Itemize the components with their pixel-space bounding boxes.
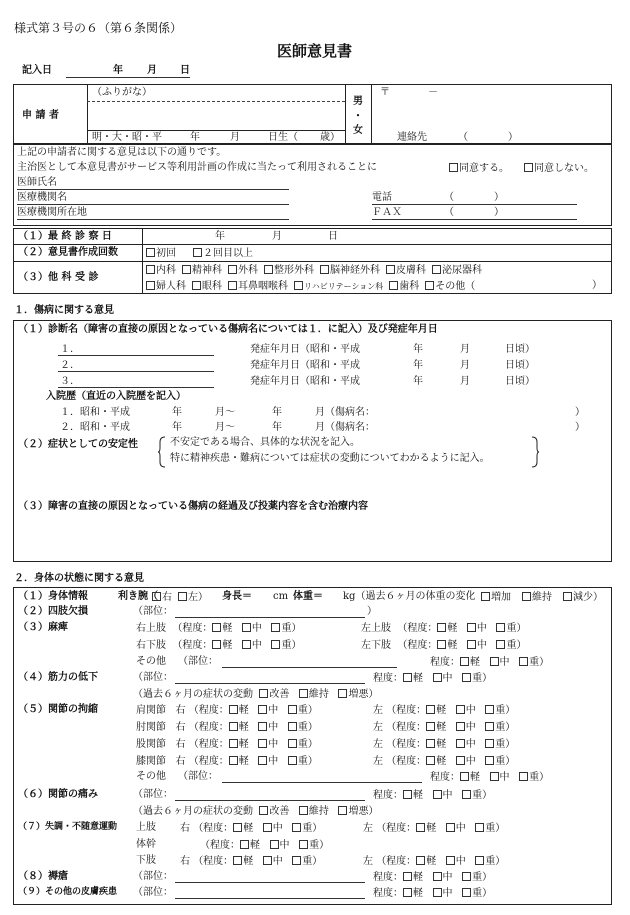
joint-row: 肘関節 右 （程度： 軽 中 重） bbox=[136, 722, 318, 733]
onset-day: 日頃） bbox=[505, 376, 535, 387]
joint-row: 股関節 右 （程度： 軽 中 重） bbox=[136, 739, 318, 750]
skin-label: （９）その他の皮膚疾患 bbox=[18, 887, 118, 897]
dept-option[interactable]: 眼科 bbox=[192, 281, 222, 292]
bedsore-degree: 程度： 軽 中 重） bbox=[373, 872, 493, 883]
body-info-label: （１）身体情報 bbox=[18, 591, 88, 602]
dept-option[interactable]: 婦人科 bbox=[146, 281, 186, 292]
adm-month: 月～ bbox=[215, 407, 235, 418]
dept-option[interactable]: 皮膚科 bbox=[386, 265, 426, 276]
onset-day: 日頃） bbox=[505, 360, 535, 371]
diag-item-no: １. bbox=[60, 344, 74, 355]
ataxia-upper-left: 左 （程度： 軽 中 重） bbox=[363, 823, 506, 834]
onset-month: 月 bbox=[460, 344, 470, 355]
postal-mark: 〒 bbox=[380, 87, 390, 98]
onset-year: 年 bbox=[413, 360, 423, 371]
sex-male[interactable]: 男 bbox=[353, 96, 363, 107]
paralysis-part-field[interactable] bbox=[222, 667, 397, 668]
dept-option[interactable]: 精神科 bbox=[182, 265, 222, 276]
paralysis-part: （部位： bbox=[178, 656, 218, 667]
onset-month: 月 bbox=[460, 360, 470, 371]
onset-row: 発症年月日（昭和・平成 bbox=[250, 360, 360, 371]
fax-label: ＦＡＸ bbox=[372, 207, 402, 218]
birth-age: 歳） bbox=[320, 132, 340, 143]
adm-year: 年 bbox=[172, 422, 182, 433]
contracture-other: その他 bbox=[136, 771, 166, 782]
ataxia-lower-right: 右 （程度： 軽 中 重） bbox=[180, 856, 323, 867]
ataxia-trunk-degree: （程度： 軽 中 重） bbox=[200, 840, 330, 851]
section1-heading: １．傷病に関する意見 bbox=[14, 305, 114, 316]
limb-loss-part: （部位： bbox=[133, 606, 173, 617]
admission-row: １．昭和・平成 bbox=[60, 407, 130, 418]
onset-row: 発症年月日（昭和・平成 bbox=[250, 376, 360, 387]
limb-loss-close: ） bbox=[367, 606, 377, 617]
institution-address-label: 医療機関所在地 bbox=[17, 207, 87, 218]
agree-option[interactable]: 同意する。 bbox=[449, 163, 509, 174]
stability-note1: 不安定である場合、具体的な状況を記入。 bbox=[170, 437, 360, 448]
dept-option[interactable]: 整形外科 bbox=[264, 265, 314, 276]
weight-decrease[interactable]: 減少） bbox=[563, 592, 603, 603]
adm-year: 年 bbox=[272, 422, 282, 433]
pain-part-field[interactable] bbox=[175, 800, 365, 801]
paralysis-row: 右上肢 （程度： 軽 中 重） bbox=[136, 623, 302, 634]
form-number: 様式第３号の６（第６条関係） bbox=[14, 21, 183, 35]
height-label: 身長＝ bbox=[222, 591, 252, 602]
second-checkbox[interactable] bbox=[193, 248, 202, 257]
weight-increase[interactable]: 増加 bbox=[481, 592, 511, 603]
joint-row: 左 （程度： 軽 中 重） bbox=[373, 705, 516, 716]
dept-option[interactable]: 泌尿器科 bbox=[432, 265, 482, 276]
opinion-line1: 上記の申請者に関する意見は以下の通りです。 bbox=[17, 147, 227, 158]
contracture-part-field[interactable] bbox=[222, 782, 422, 783]
diag-item-no: ２. bbox=[60, 360, 74, 371]
muscle-degree: 程度： 軽 中 重） bbox=[373, 673, 493, 684]
institution-name-field[interactable] bbox=[17, 204, 289, 205]
pain-part: （部位： bbox=[133, 789, 173, 800]
contracture-part: （部位： bbox=[178, 771, 218, 782]
first-option[interactable]: 初回 bbox=[146, 248, 176, 259]
limb-loss-label: （２）四肢欠損 bbox=[18, 606, 88, 617]
form-title: 医師意見書 bbox=[277, 42, 353, 60]
weight-unit: kg（過去６ヶ月の体重の変化 bbox=[343, 591, 476, 602]
contracture-label: （５）関節の拘縮 bbox=[18, 704, 98, 715]
dominant-hand-label: 利き腕（ bbox=[118, 591, 158, 602]
institution-name-label: 医療機関名 bbox=[17, 192, 67, 203]
contracture-other-degree: 程度： 軽 中 重） bbox=[430, 772, 550, 783]
dept-option[interactable]: 耳鼻咽喉科 bbox=[228, 281, 288, 292]
entry-date-label: 記入日 bbox=[22, 65, 52, 76]
adm-month: 月～ bbox=[215, 422, 235, 433]
adm-close: ） bbox=[575, 422, 585, 433]
adm-close: ） bbox=[575, 407, 585, 418]
bracket-left-icon bbox=[158, 436, 166, 468]
ataxia-lower-left: 左 （程度： 軽 中 重） bbox=[363, 856, 506, 867]
postal-dash: － bbox=[428, 87, 438, 98]
diag-field[interactable] bbox=[58, 387, 214, 388]
paralysis-row: 右下肢 （程度： 軽 中 重） bbox=[136, 640, 302, 651]
adm-year: 年 bbox=[272, 407, 282, 418]
dept-option[interactable]: リハビリテーション科 bbox=[294, 281, 383, 291]
height-unit: cm bbox=[273, 591, 289, 602]
bedsore-part-field[interactable] bbox=[175, 882, 365, 883]
diag-field[interactable] bbox=[58, 355, 214, 356]
muscle-part: （部位： bbox=[133, 672, 173, 683]
diag-item-no: ３. bbox=[60, 376, 74, 387]
adm-year: 年 bbox=[172, 407, 182, 418]
course-field[interactable] bbox=[20, 516, 605, 558]
joint-row: 肩関節 右 （程度： 軽 中 重） bbox=[136, 705, 318, 716]
bracket-right-icon bbox=[531, 436, 539, 468]
other-dept-close: ） bbox=[592, 280, 602, 291]
last-exam-month: 月 bbox=[272, 231, 282, 242]
admission-row: ２．昭和・平成 bbox=[60, 422, 130, 433]
dept-option[interactable]: 外科 bbox=[228, 265, 258, 276]
muscle-label: （４）筋力の低下 bbox=[18, 672, 98, 683]
diag-field[interactable] bbox=[58, 371, 214, 372]
other-dept-label: （３）他 科 受 診 bbox=[18, 272, 99, 283]
last-exam-label: （１）最 終 診 察 日 bbox=[18, 231, 112, 242]
stability-label: （２）症状としての安定性 bbox=[18, 439, 138, 450]
ataxia-lower: 下肢 bbox=[136, 855, 156, 866]
onset-row: 発症年月日（昭和・平成 bbox=[250, 344, 360, 355]
section2-heading: ２．身体の状態に関する意見 bbox=[14, 573, 144, 584]
joint-row: 左 （程度： 軽 中 重） bbox=[373, 722, 516, 733]
pain-change: （過去６ヶ月の症状の変動 改善 維持 増悪） bbox=[133, 806, 379, 817]
ataxia-trunk: 体幹 bbox=[136, 839, 156, 850]
ataxia-upper-right: 右 （程度： 軽 中 重） bbox=[180, 823, 323, 834]
dominant-left[interactable]: 左） bbox=[178, 592, 208, 603]
dept-option[interactable]: 内科 bbox=[146, 265, 176, 276]
paralysis-other: その他 bbox=[136, 656, 166, 667]
joint-row: 膝関節 右 （程度： 軽 中 重） bbox=[136, 756, 318, 767]
doctor-name-field[interactable] bbox=[17, 189, 289, 190]
opinion-line2: 主治医として本意見書がサービス等利用計画の作成に当たって利用されることに bbox=[17, 162, 377, 173]
fax-field[interactable]: （ ） bbox=[444, 207, 504, 218]
paralysis-label: （３）麻痺 bbox=[18, 622, 68, 633]
weight-label: 体重＝ bbox=[293, 591, 323, 602]
skin-part: （部位： bbox=[133, 887, 173, 898]
onset-year: 年 bbox=[413, 376, 423, 387]
contact-field[interactable]: （ ） bbox=[458, 132, 518, 143]
sex-female[interactable]: 女 bbox=[353, 125, 363, 136]
furigana-label: （ふりがな） bbox=[92, 87, 152, 98]
ataxia-upper: 上肢 bbox=[136, 822, 156, 833]
birth-year: 年 bbox=[190, 132, 200, 143]
dept-option[interactable]: その他（ bbox=[425, 281, 475, 292]
entry-date-field[interactable] bbox=[66, 77, 190, 78]
institution-address-field[interactable] bbox=[17, 219, 289, 220]
entry-month: 月 bbox=[147, 65, 157, 76]
onset-day: 日頃） bbox=[505, 344, 535, 355]
sex-separator: ・ bbox=[353, 111, 363, 122]
skin-part-field[interactable] bbox=[175, 898, 365, 899]
entry-year: 年 bbox=[113, 65, 123, 76]
adm-disease: 月（傷病名： bbox=[315, 407, 375, 418]
doctor-name-label: 医師氏名 bbox=[17, 177, 57, 188]
stability-note2: 特に精神疾患・難病については症状の変動についてわかるように記入。 bbox=[170, 453, 490, 464]
onset-year: 年 bbox=[413, 344, 423, 355]
muscle-part-field[interactable] bbox=[175, 683, 365, 684]
admission-label: 入院歴（直近の入院歴を記入） bbox=[46, 391, 186, 402]
adm-disease: 月（傷病名： bbox=[315, 422, 375, 433]
muscle-change: （過去６ヶ月の症状の変動 改善 維持 増悪） bbox=[133, 689, 379, 700]
disagree-option[interactable]: 同意しない。 bbox=[524, 163, 594, 174]
second-option[interactable]: ２回目以上 bbox=[193, 248, 253, 259]
course-label: （３）障害の直接の原因となっている傷病の経過及び投薬内容を含む治療内容 bbox=[18, 501, 368, 512]
skin-degree: 程度： 軽 中 重） bbox=[373, 888, 493, 899]
limb-loss-field[interactable] bbox=[175, 617, 365, 618]
birth-day: 日生（ bbox=[268, 132, 298, 143]
paralysis-row: 左上肢 （程度： 軽 中 重） bbox=[361, 623, 527, 634]
ataxia-label: （７）失調・不随意運動 bbox=[18, 822, 118, 832]
paralysis-row: 左下肢 （程度： 軽 中 重） bbox=[361, 640, 527, 651]
first-checkbox[interactable] bbox=[146, 248, 155, 257]
onset-month: 月 bbox=[460, 376, 470, 387]
pain-label: （６）関節の痛み bbox=[18, 789, 98, 800]
last-exam-day: 日 bbox=[328, 231, 338, 242]
diagnosis-label: （１）診断名（障害の直接の原因となっている傷病名については１．に記入）及び発症年月日 bbox=[18, 324, 438, 335]
pain-degree: 程度： 軽 中 重） bbox=[373, 790, 493, 801]
entry-day: 日 bbox=[180, 65, 190, 76]
birth-era: 明・大・昭・平 bbox=[92, 132, 162, 143]
applicant-label: 申 請 者 bbox=[22, 110, 59, 121]
depts-row2 bbox=[146, 281, 481, 292]
dept-option[interactable]: 歯科 bbox=[389, 281, 419, 292]
last-exam-year: 年 bbox=[215, 231, 225, 242]
phone-label: 電話 bbox=[372, 192, 392, 203]
paralysis-other-degree: 程度： 軽 中 重） bbox=[430, 657, 550, 668]
bedsore-label: （８）褥瘡 bbox=[18, 871, 68, 882]
joint-row: 左 （程度： 軽 中 重） bbox=[373, 756, 516, 767]
bedsore-part: （部位： bbox=[133, 871, 173, 882]
agree-checkbox[interactable] bbox=[449, 163, 458, 172]
name-field[interactable] bbox=[100, 105, 340, 127]
contact-label: 連絡先 bbox=[397, 132, 427, 143]
report-count-label: （２）意見書作成回数 bbox=[18, 247, 118, 258]
dominant-right[interactable]: 右 bbox=[152, 592, 172, 603]
weight-keep[interactable]: 維持 bbox=[522, 592, 552, 603]
dept-option[interactable]: 脳神経外科 bbox=[320, 265, 380, 276]
disagree-checkbox[interactable] bbox=[524, 163, 533, 172]
joint-row: 左 （程度： 軽 中 重） bbox=[373, 739, 516, 750]
depts-row1 bbox=[146, 265, 488, 276]
birth-month: 月 bbox=[230, 132, 240, 143]
phone-field[interactable]: （ ） bbox=[444, 192, 504, 203]
